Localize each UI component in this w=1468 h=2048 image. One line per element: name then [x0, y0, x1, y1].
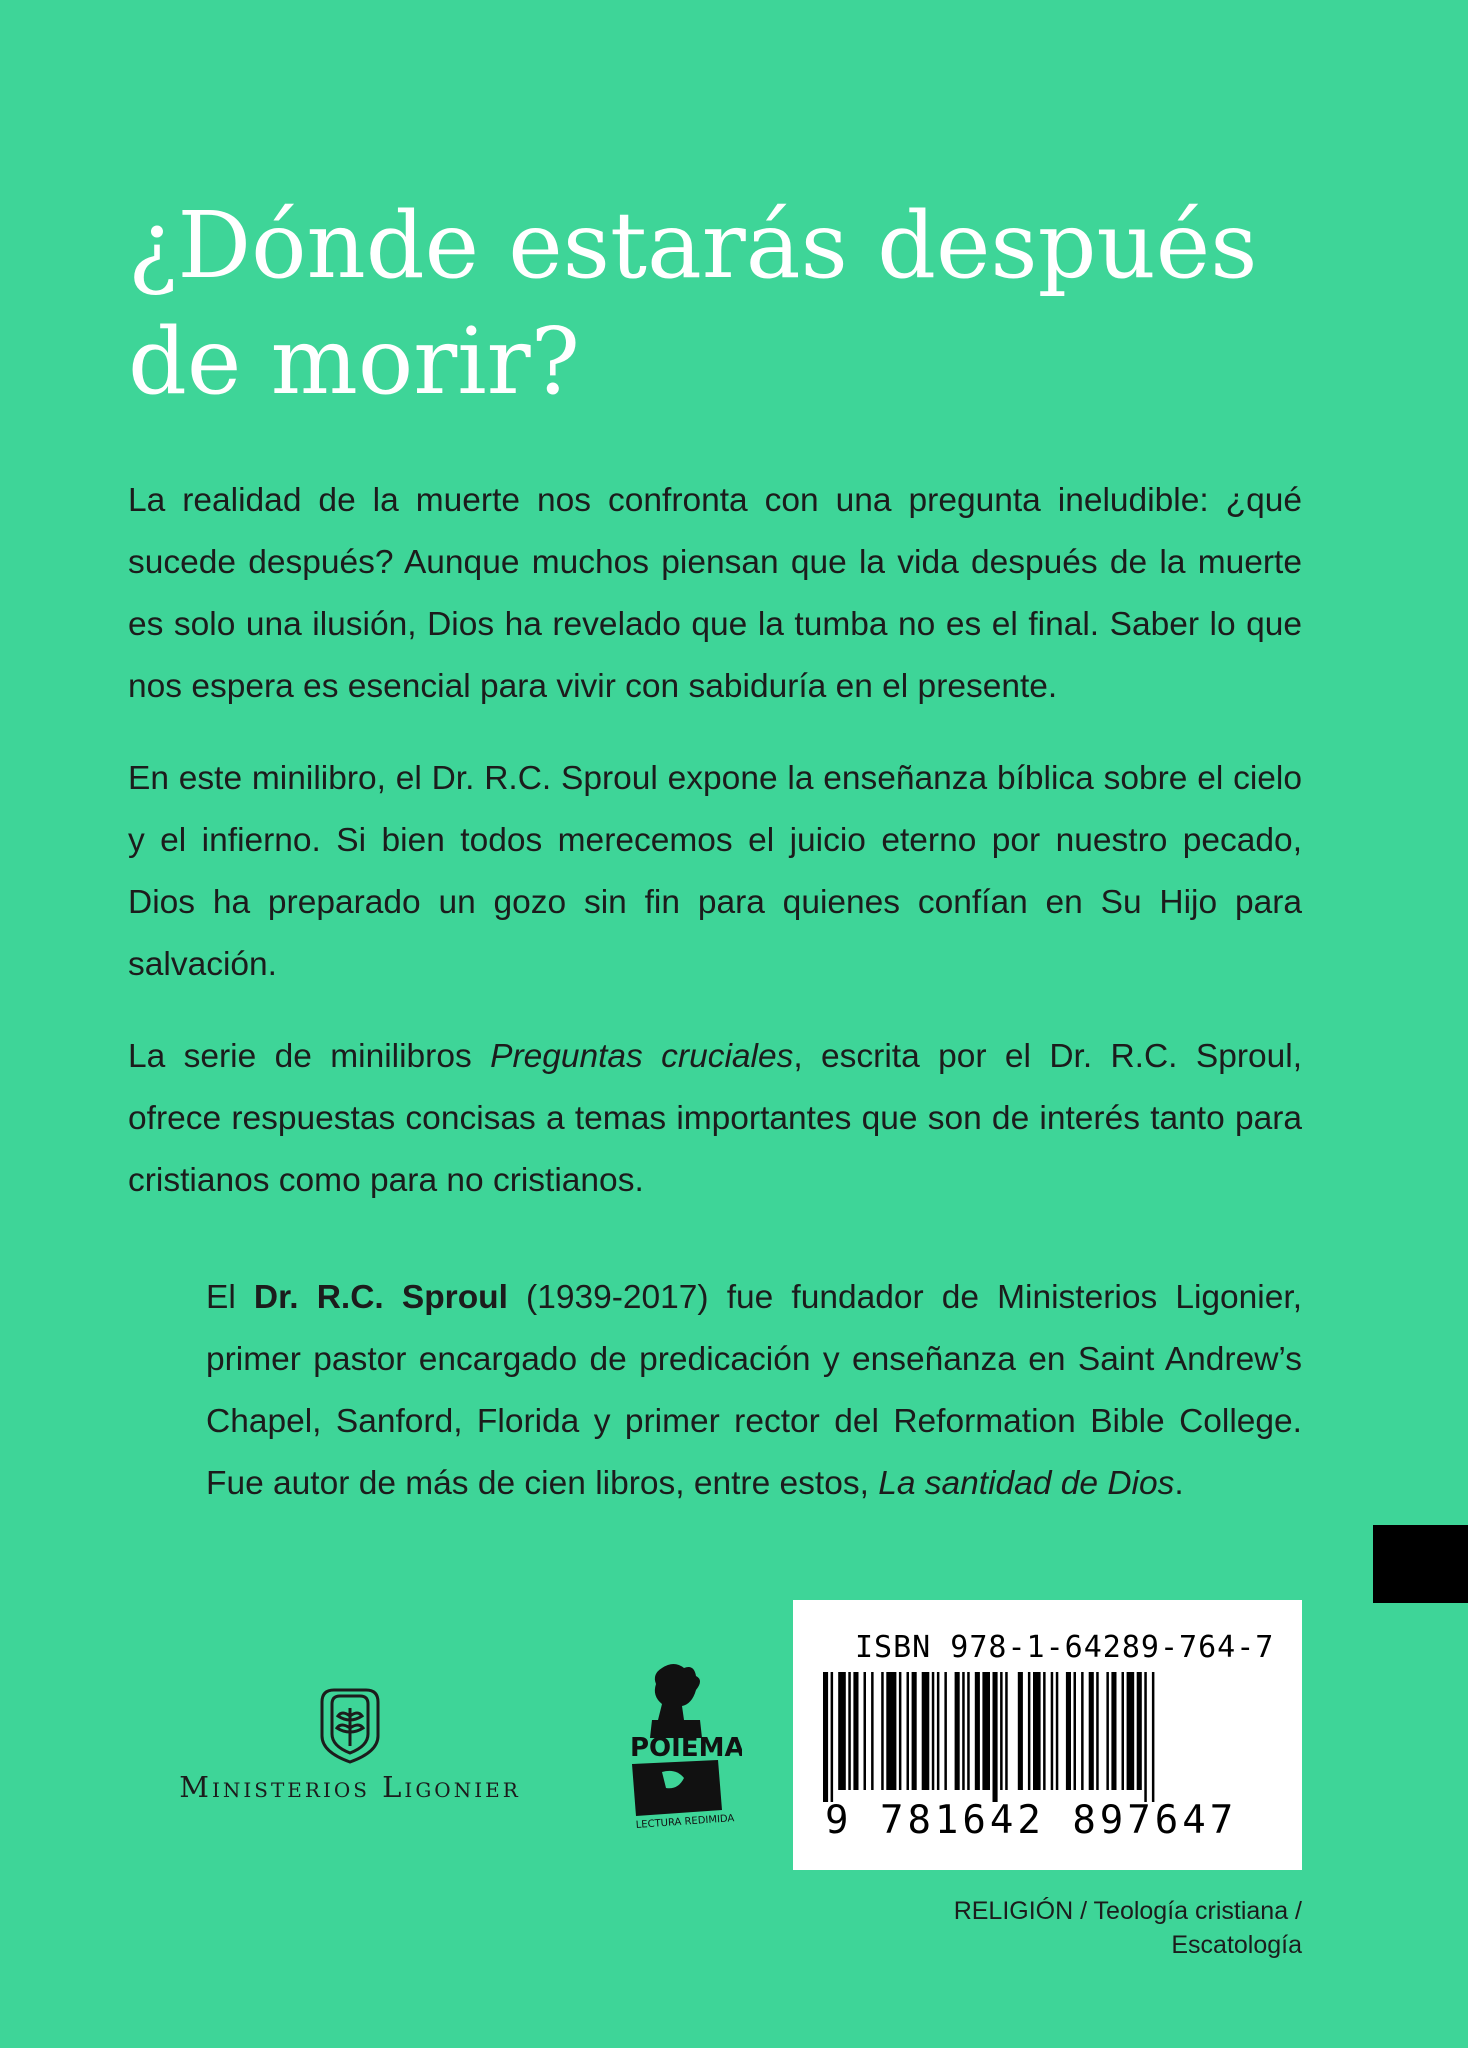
barcode-bar [881, 1672, 884, 1790]
author-bio [206, 1267, 1302, 1515]
barcode-bar [967, 1672, 970, 1790]
poiema-figure-icon [650, 1664, 702, 1738]
barcode-bar [1127, 1672, 1135, 1790]
book-headline [128, 188, 1328, 420]
barcode-bar [823, 1672, 828, 1802]
barcode-bar [871, 1672, 874, 1790]
description-paragraph-2: En este minilibro, el Dr. R.C. Sproul expone la enseñanza bíblica sobre el cielo y el infierno. Si bien todos merecemos el juicio eterno por nuestro pecado, Dios ha preparado un gozo sin fin para quienes confían en Su Hijo para salvación. [128, 760, 1302, 983]
barcode-bar [944, 1672, 947, 1790]
barcode-bar [853, 1672, 858, 1790]
headline-line-2: de morir? [128, 308, 580, 415]
barcode-digits: 9 781642 897647 [825, 1798, 1238, 1843]
bio-text: (1939-2017) fue fundador de Ministerios Ligonier, primer pastor encargado de predicación y enseñanza en Saint Andrew’s Chapel, Sanford, Florida y primer rector del Reformation Bible College. Fue autor de más de cien libros, entre estos, [206, 1279, 1302, 1502]
barcode-bar [1043, 1672, 1046, 1790]
barcode-bar [937, 1672, 940, 1790]
barcode-bar [1028, 1672, 1031, 1790]
series-title: Preguntas cruciales [490, 1038, 794, 1075]
barcode-bar [1137, 1672, 1142, 1790]
barcode-bar [912, 1672, 917, 1790]
barcode-bar [982, 1672, 990, 1790]
poiema-logo [622, 1660, 742, 1835]
poiema-wordmark: POIEMA [630, 1733, 742, 1763]
barcode-bar [838, 1672, 846, 1790]
barcode-bar [1074, 1672, 1077, 1790]
bio-prefix: El [206, 1279, 254, 1316]
barcode-bar [922, 1672, 930, 1790]
barcode-bar [962, 1672, 965, 1790]
barcode-bars [823, 1672, 1273, 1802]
poiema-book-icon [632, 1760, 722, 1816]
category-line-1: RELIGIÓN / Teología cristiana / [953, 1897, 1302, 1925]
headline-line-1: ¿Dónde estarás después [128, 192, 1258, 299]
black-tab-marker [1373, 1525, 1468, 1603]
barcode-bar [831, 1672, 834, 1802]
barcode-bar [1066, 1672, 1071, 1790]
category-line-2: Escatología [1171, 1931, 1302, 1959]
barcode-bar [899, 1672, 902, 1790]
description-block [128, 470, 1302, 1242]
series-text-before: La serie de minilibros [128, 1038, 491, 1075]
barcode-bar [907, 1672, 910, 1790]
barcode-bar [1089, 1672, 1094, 1790]
description-paragraph-1: La realidad de la muerte nos confronta con una pregunta ineludible: ¿qué sucede después? Aunque muchos piensan que la vida después de la muerte es solo una ilusión, Dios ha revelado que la tumba no es el final. Saber lo que nos espera es esencial para vivir con sabiduría en el presente. [128, 482, 1302, 705]
poiema-tagline: LECTURA REDIMIDA [635, 1813, 735, 1830]
barcode-panel [793, 1600, 1302, 1870]
author-name: Dr. R.C. Sproul [253, 1279, 508, 1316]
barcode-bar [1096, 1672, 1099, 1790]
barcode-bar [955, 1672, 960, 1790]
barcode-bar [1000, 1672, 1003, 1790]
isbn-label: ISBN 978-1-64289-764-7 [855, 1630, 1275, 1665]
barcode-bar [1056, 1672, 1059, 1790]
barcode-bar [1122, 1672, 1125, 1790]
barcode-bar [864, 1672, 867, 1790]
barcode-bar [1018, 1672, 1023, 1790]
barcode-bar [1033, 1672, 1041, 1790]
barcode-bar [886, 1672, 896, 1790]
barcode-bar [1111, 1672, 1116, 1790]
barcode-bar [1081, 1672, 1084, 1790]
barcode-bar [1152, 1672, 1155, 1802]
barcode-bar [975, 1672, 980, 1790]
barcode-bar [993, 1672, 998, 1802]
bio-book-title: La santidad de Dios [878, 1465, 1175, 1502]
barcode-bar [1051, 1672, 1054, 1790]
tree-emblem-icon [130, 1686, 570, 1776]
description-paragraph-3 [128, 1026, 1302, 1212]
barcode-bar [932, 1672, 935, 1790]
barcode-bar [1144, 1672, 1147, 1802]
barcode-bar [1005, 1672, 1008, 1790]
barcode-bar [848, 1672, 851, 1790]
category-label [802, 1894, 1302, 1962]
barcode-bar [1106, 1672, 1109, 1790]
ligonier-name: Ministerios Ligonier [179, 1770, 521, 1804]
bio-suffix: . [1174, 1465, 1184, 1502]
series-text-after: , escrita por el Dr. R.C. Sproul, ofrece respuestas concisas a temas importantes que son de interés tanto para cristianos como para no cristianos. [128, 1038, 1303, 1199]
